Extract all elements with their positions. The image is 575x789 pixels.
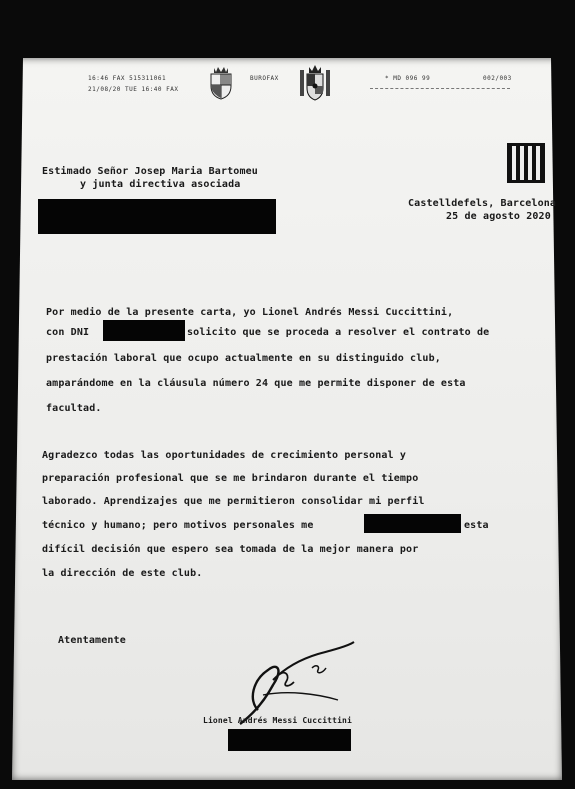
redaction-address [38, 199, 276, 234]
body-p1-line2a: con DNI [46, 327, 90, 338]
body-p1-line2b: solicito que se proceda a resolver el contrato de [187, 327, 490, 338]
spain-coat-of-arms-icon [298, 64, 332, 102]
body-p1-line5: facultad. [46, 403, 102, 414]
generalitat-logo-icon [506, 142, 546, 184]
fax-header-number: * MD 096 99 [385, 75, 431, 82]
body-p1-line1: Por medio de la presente carta, yo Lionel Andrés Messi Cuccittini, [46, 307, 454, 318]
body-p2-line4a: técnico y humano; pero motivos personales me [42, 520, 314, 531]
body-p2-line3: laborado. Aprendizajes que me permitieron consolidar mi perfil [42, 496, 425, 507]
salutation-line2: y junta directiva asociada [80, 179, 241, 190]
fax-dashed-line [370, 88, 510, 89]
date-text: 25 de agosto 2020 [446, 211, 551, 222]
body-p1-line3: prestación laboral que ocupo actualmente en su distinguido club, [46, 353, 441, 364]
fax-header-pages: 002/003 [483, 75, 512, 82]
body-p2-line2: preparación profesional que se me brindaron durante el tiempo [42, 473, 419, 484]
fax-header [0, 66, 575, 96]
body-p2-line4b: esta [464, 520, 489, 531]
barcelona-coat-of-arms-icon [208, 66, 234, 100]
body-p2-line5: difícil decisión que espero sea tomada de la mejor manera por [42, 544, 419, 555]
redaction-reason [364, 514, 461, 533]
closing-text: Atentamente [58, 635, 126, 646]
body-p2-line1: Agradezco todas las oportunidades de crecimiento personal y [42, 450, 407, 461]
fax-header-line1: 16:46 FAX 515311061 [88, 75, 167, 82]
salutation-line1: Estimado Señor Josep Maria Bartomeu [42, 166, 258, 177]
redaction-dni [103, 320, 185, 341]
place-text: Castelldefels, Barcelona [408, 198, 557, 209]
body-p2-line6: la dirección de este club. [42, 568, 203, 579]
redaction-signature-id [228, 729, 351, 751]
fax-header-line2: 21/08/20 TUE 16:40 FAX [88, 86, 179, 93]
signature-name: Lionel Andrés Messi Cuccittini [203, 716, 352, 725]
fax-header-burofax: BUROFAX [250, 75, 279, 82]
body-p1-line4: amparándome en la cláusula número 24 que me permite disponer de esta [46, 378, 466, 389]
